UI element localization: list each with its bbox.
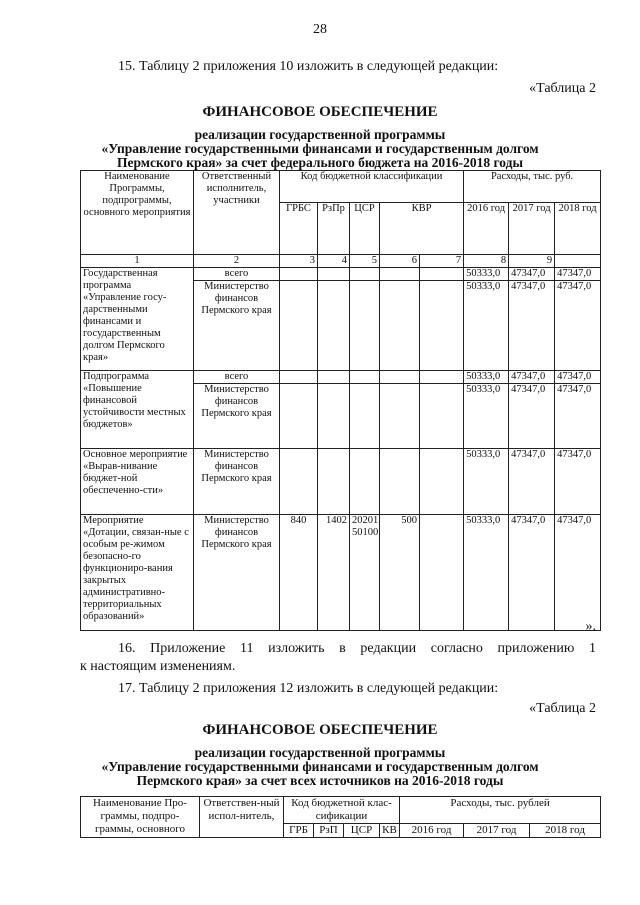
t2-header-csr: ЦСР (344, 824, 380, 838)
col-number: 9 (509, 255, 555, 268)
main-activity-executor: Министерство финансов Пермского края (194, 449, 280, 515)
value-2016: 50333,0 (464, 515, 509, 631)
value-2016: 50333,0 (464, 281, 509, 371)
t2-header-rzp: РзП (314, 824, 344, 838)
section-title-2: ФИНАНСОВОЕ ОБЕСПЕЧЕНИЕ (202, 722, 438, 738)
value-2017: 47347,0 (509, 268, 555, 281)
t2-header-executor: Ответствен-ный испол-нитель, (200, 797, 284, 838)
state-program-executor: Министерство финансов Пермского края (194, 281, 280, 371)
table-label-1: «Таблица 2 (529, 81, 596, 96)
section-title-1: ФИНАНСОВОЕ ОБЕСПЕЧЕНИЕ (202, 104, 438, 120)
activity-name: Мероприятие «Дотации, связан-ные с особым ре-жимом безопасно-го функциониро-вания закрытых административно-территориальных образований» (81, 515, 194, 631)
col-number: 5 (350, 255, 380, 268)
section-subtitle-1: реализации государственной программы (194, 127, 446, 142)
header-2016: 2016 год (464, 203, 509, 255)
t2-header-expenses: Расходы, тыс. рублей (400, 797, 601, 824)
value-2018: 47347,0 (555, 281, 601, 371)
header-budget-code: Код бюджетной классификации (280, 171, 464, 203)
t2-header-kv: КВ (380, 824, 400, 838)
program-source-2: Пермского края» за счет всех источников на 2016-2018 годы (136, 773, 504, 788)
value-2017: 47347,0 (509, 515, 555, 631)
col-number: 7 (420, 255, 464, 268)
activity-executor: Министерство финансов Пермского края (194, 515, 280, 631)
t2-header-name: Наименование Про-граммы, подпро-граммы, основного (81, 797, 200, 838)
value-2018: 47347,0 (555, 449, 601, 515)
closing-quote: ». (585, 619, 596, 634)
activity-kvr: 500 (380, 515, 420, 631)
value-2017: 47347,0 (509, 449, 555, 515)
value-2017: 47347,0 (509, 371, 555, 384)
value-2018: 47347,0 (555, 268, 601, 281)
t2-header-2017: 2017 год (464, 824, 530, 838)
col-number: 1 (81, 255, 194, 268)
state-program-name: Государственная программа «Управление госу-дарственными финансами и государственным долгом Пермского края» (81, 268, 194, 371)
item-17: 17. Таблицу 2 приложения 12 изложить в следующей редакции: (118, 681, 499, 696)
col-number: 4 (318, 255, 350, 268)
header-csr: ЦСР (350, 203, 380, 255)
col-number: 3 (280, 255, 318, 268)
col-number: 2 (194, 255, 280, 268)
subprogram-name: Подпрограмма «Повышение финансовой устойчивости местных бюджетов» (81, 371, 194, 449)
header-name: Наименование Программы, подпрограммы, основного мероприятия (81, 171, 194, 255)
header-expenses: Расходы, тыс. руб. (464, 171, 601, 203)
value-2017: 47347,0 (509, 281, 555, 371)
subprogram-executor: Министерство финансов Пермского края (194, 384, 280, 449)
value-2018: 47347,0 (555, 384, 601, 449)
item-15: 15. Таблицу 2 приложения 10 изложить в следующей редакции: (118, 59, 499, 74)
program-name-2: «Управление государственными финансами и государственным долгом (101, 759, 539, 774)
value-2018: 47347,0 (555, 515, 601, 631)
header-executor: Ответственный исполнитель, участники (194, 171, 280, 255)
value-2016: 50333,0 (464, 268, 509, 281)
col-number: 8 (464, 255, 509, 268)
item-16-continuation: к настоящим изменениям. (80, 659, 236, 674)
activity-grbs: 840 (280, 515, 318, 631)
main-activity-name: Основное мероприятие «Вырав-нивание бюджет-ной обеспеченно-сти» (81, 449, 194, 515)
t2-header-grb: ГРБ (284, 824, 314, 838)
value-2018: 47347,0 (555, 371, 601, 384)
subprogram-total-label: всего (194, 371, 280, 384)
item-16: 16. Приложение 11 изложить в редакции согласно приложению 1 (118, 641, 596, 656)
value-2016: 50333,0 (464, 384, 509, 449)
t2-header-budget-code: Код бюджетной клас-сификации (284, 797, 400, 824)
header-2017: 2017 год (509, 203, 555, 255)
header-kvr: КВР (380, 203, 464, 255)
page-number: 28 (313, 22, 327, 37)
financing-table-2 (80, 796, 601, 838)
state-program-total-label: всего (194, 268, 280, 281)
value-2016: 50333,0 (464, 371, 509, 384)
financing-table-1 (80, 170, 601, 631)
value-2016: 50333,0 (464, 449, 509, 515)
value-2017: 47347,0 (509, 384, 555, 449)
activity-csr: 20201 50100 (350, 515, 380, 631)
t2-header-2016: 2016 год (400, 824, 464, 838)
header-2018: 2018 год (555, 203, 601, 255)
table-label-2: «Таблица 2 (529, 701, 596, 716)
program-source-1: Пермского края» за счет федерального бюджета на 2016-2018 годы (116, 155, 524, 170)
section-subtitle-2: реализации государственной программы (194, 745, 446, 760)
col-number: 6 (380, 255, 420, 268)
t2-header-2018: 2018 год (530, 824, 601, 838)
program-name-1: «Управление государственными финансами и государственным долгом (101, 141, 539, 156)
activity-rzpr: 1402 (318, 515, 350, 631)
header-rzpr: РзПр (318, 203, 350, 255)
header-grbs: ГРБС (280, 203, 318, 255)
